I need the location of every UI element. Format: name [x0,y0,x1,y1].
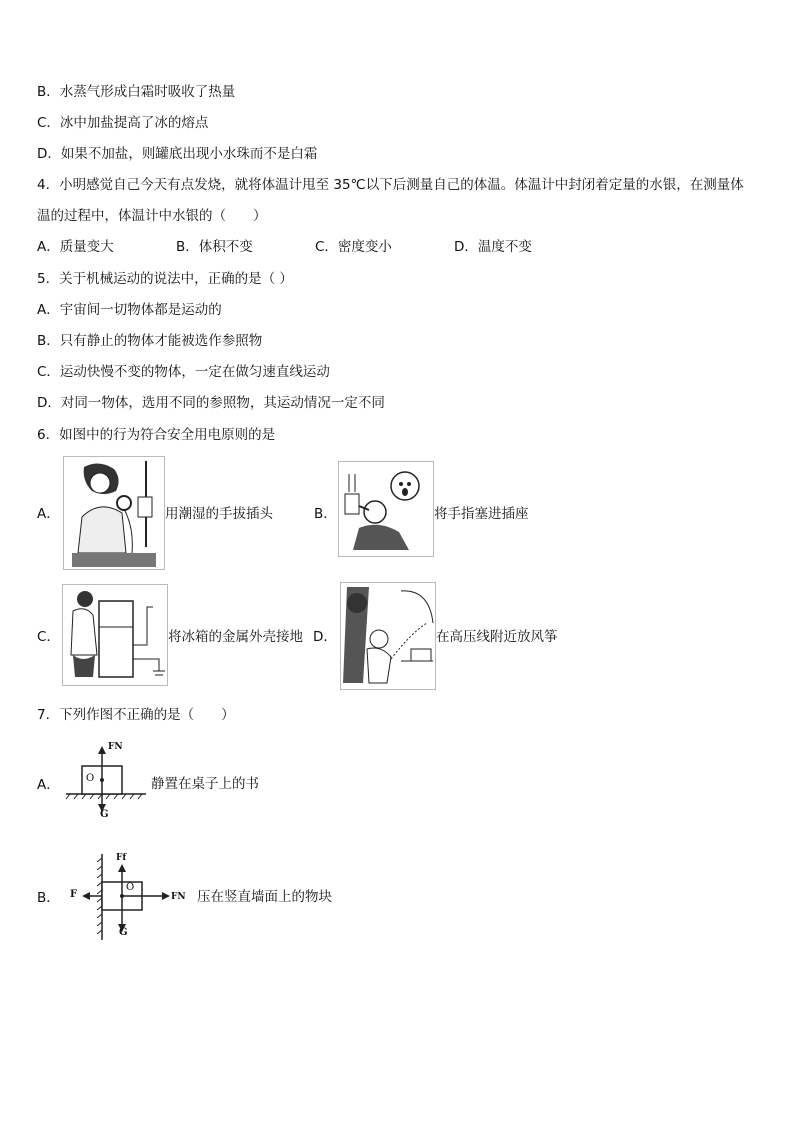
q7-a-force-fn-label: FN [108,742,123,752]
q5-option-c: C．运动快慢不变的物体，一定在做匀速直线运动 [37,364,330,380]
q4-options [37,238,532,256]
q5-stem: 5．关于机械运动的说法中，正确的是（ ） [37,271,293,287]
q7-label-a: A． [37,777,60,793]
q6-image-a [63,456,165,570]
q5-option-d: D．对同一物体，选用不同的参照物，其运动情况一定不同 [37,395,385,411]
q7-caption-b: 压在竖直墙面上的物块 [197,889,332,905]
wet-hand-plug-illustration [64,457,164,569]
q3-option-c: C．冰中加盐提高了冰的熔点 [37,115,209,131]
q6-caption-b: 将手指塞进插座 [434,506,529,522]
q7-b-force-fn-label: FN [171,892,186,902]
q7-caption-a: 静置在桌子上的书 [151,776,259,792]
grounded-fridge-illustration [63,585,167,685]
q4-stem-line1: 4．小明感觉自己今天有点发烧，就将体温计甩至 35℃以下后测量自己的体温。体温计中封闭着定量的水银，在测量体 [37,177,744,193]
q6-caption-d: 在高压线附近放风筝 [436,629,558,645]
kite-near-power-line-illustration [341,583,435,689]
q6-image-d [340,582,436,690]
q6-caption-a: 用潮湿的手拔插头 [165,506,273,522]
q6-label-b: B． [314,506,337,522]
q6-caption-c: 将冰箱的金属外壳接地 [168,629,303,645]
q4-option-a: A．质量变大 [37,239,114,255]
q6-image-b [338,461,434,557]
q4-option-d: D．温度不变 [454,239,532,255]
q6-stem: 6．如图中的行为符合安全用电原则的是 [37,427,276,443]
q7-a-center-label: O [86,773,95,784]
q6-image-c [62,584,168,686]
q6-label-c: C． [37,629,60,645]
q7-stem: 7．下列作图不正确的是（ ） [37,707,235,723]
q6-label-a: A． [37,506,60,522]
q3-option-d: D．如果不加盐，则罐底出现小水珠而不是白霜 [37,146,318,162]
q7-a-force-g-label: G [100,809,109,820]
q5-option-b: B．只有静止的物体才能被选作参照物 [37,333,263,349]
q5-option-a: A．宇宙间一切物体都是运动的 [37,302,222,318]
q7-b-force-f-label: F [70,889,78,900]
q7-label-b: B． [37,890,60,906]
q7-b-force-ff-label: Ff [116,853,127,863]
q4-option-c: C．密度变小 [315,239,392,255]
q4-stem-line2: 温的过程中，体温计中水银的（ ） [37,208,267,224]
q4-option-b: B．体积不变 [176,239,253,255]
q7-b-force-g-label: G [119,927,128,938]
q7-b-center-label: O [126,882,135,893]
q3-option-b: B．水蒸气形成白霜时吸收了热量 [37,84,236,100]
finger-in-socket-illustration [339,462,433,556]
q6-label-d: D． [313,629,337,645]
